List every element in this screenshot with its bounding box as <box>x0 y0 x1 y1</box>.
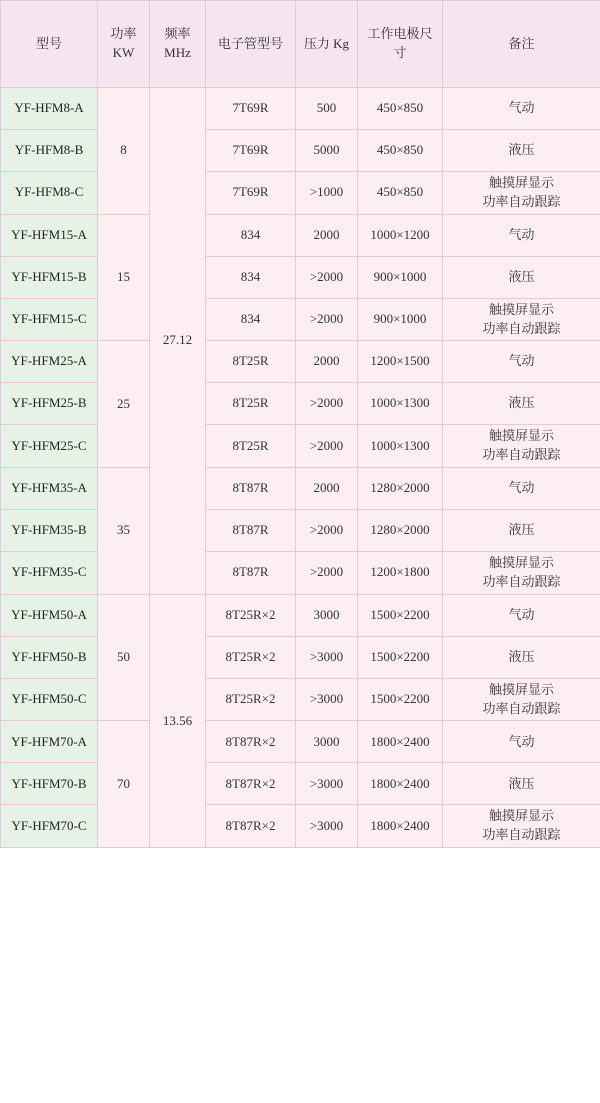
column-header-line: 压力 Kg <box>303 35 350 51</box>
cell-model: YF-HFM70-B <box>1 763 98 805</box>
cell-remark: 液压 <box>443 130 600 172</box>
cell-pressure: 500 <box>296 88 358 130</box>
cell-model: YF-HFM50-B <box>1 636 98 678</box>
cell-pressure: >2000 <box>296 510 358 552</box>
cell-electrode-size: 1500×2200 <box>358 636 443 678</box>
cell-remark: 液压 <box>443 256 600 298</box>
table-row <box>1 256 600 298</box>
cell-pressure: >2000 <box>296 383 358 425</box>
table-row <box>1 721 600 763</box>
cell-model: YF-HFM8-C <box>1 172 98 215</box>
table-row <box>1 805 600 848</box>
cell-remark <box>443 172 600 215</box>
cell-tube-type: 7T69R <box>206 88 296 130</box>
table-row <box>1 552 600 595</box>
cell-electrode-size: 450×850 <box>358 172 443 215</box>
column-header-line: 频率 <box>164 26 191 42</box>
cell-pressure: 2000 <box>296 214 358 256</box>
cell-electrode-size: 450×850 <box>358 88 443 130</box>
cell-remark: 气动 <box>443 468 600 510</box>
cell-model: YF-HFM50-C <box>1 678 98 721</box>
remark-line: 触摸屏显示 <box>488 175 554 190</box>
table-row <box>1 468 600 510</box>
column-header-line: 工作电极尺 <box>367 26 433 42</box>
header-row <box>1 1 600 88</box>
cell-electrode-size: 1800×2400 <box>358 721 443 763</box>
remark-line: 触摸屏显示 <box>488 428 554 444</box>
cell-remark: 气动 <box>443 341 600 383</box>
cell-tube-type: 8T87R×2 <box>206 721 296 763</box>
remark-line: 功率自动跟踪 <box>482 193 561 209</box>
cell-pressure: >3000 <box>296 763 358 805</box>
cell-remark: 液压 <box>443 383 600 425</box>
table-row <box>1 341 600 383</box>
remark-line: 触摸屏显示 <box>488 681 554 697</box>
cell-tube-type: 7T69R <box>206 130 296 172</box>
remark-lines <box>444 427 599 465</box>
table-body <box>1 88 600 848</box>
table-row <box>1 298 600 341</box>
table-row <box>1 425 600 468</box>
table-row <box>1 383 600 425</box>
table-row <box>1 510 600 552</box>
cell-remark: 液压 <box>443 510 600 552</box>
cell-pressure: >3000 <box>296 805 358 848</box>
cell-power: 25 <box>98 341 150 468</box>
cell-tube-type: 8T25R×2 <box>206 678 296 721</box>
cell-tube-type: 8T87R×2 <box>206 763 296 805</box>
remark-line: 功率自动跟踪 <box>482 447 561 463</box>
cell-electrode-size: 1280×2000 <box>358 510 443 552</box>
cell-electrode-size: 900×1000 <box>358 298 443 341</box>
cell-power: 15 <box>98 214 150 341</box>
cell-frequency: 13.56 <box>150 594 206 847</box>
column-header-line: MHz <box>164 45 191 60</box>
column-header-remark <box>443 1 600 88</box>
cell-electrode-size: 1500×2200 <box>358 678 443 721</box>
remark-line: 功率自动跟踪 <box>482 700 561 716</box>
cell-tube-type: 8T87R <box>206 510 296 552</box>
cell-model: YF-HFM8-A <box>1 88 98 130</box>
table-row <box>1 88 600 130</box>
cell-pressure: 3000 <box>296 594 358 636</box>
cell-electrode-size: 1800×2400 <box>358 763 443 805</box>
cell-model: YF-HFM25-C <box>1 425 98 468</box>
cell-model: YF-HFM35-B <box>1 510 98 552</box>
table-row <box>1 172 600 215</box>
cell-pressure: >3000 <box>296 636 358 678</box>
remark-lines <box>444 301 599 339</box>
cell-remark: 气动 <box>443 721 600 763</box>
cell-tube-type: 8T87R <box>206 468 296 510</box>
cell-tube-type: 7T69R <box>206 172 296 215</box>
table-row <box>1 636 600 678</box>
remark-line: 触摸屏显示 <box>488 808 554 824</box>
column-header-pressure <box>296 1 358 88</box>
cell-electrode-size: 1200×1800 <box>358 552 443 595</box>
table-row <box>1 130 600 172</box>
remark-lines <box>444 807 599 845</box>
cell-remark: 液压 <box>443 763 600 805</box>
table-row <box>1 763 600 805</box>
remark-lines <box>444 554 599 592</box>
cell-pressure: >3000 <box>296 678 358 721</box>
cell-remark <box>443 805 600 848</box>
remark-lines <box>444 681 599 719</box>
cell-pressure: >1000 <box>296 172 358 215</box>
cell-frequency: 27.12 <box>150 88 206 595</box>
cell-model: YF-HFM70-C <box>1 805 98 848</box>
remark-lines <box>444 174 599 212</box>
cell-power: 35 <box>98 468 150 595</box>
cell-tube-type: 834 <box>206 256 296 298</box>
cell-model: YF-HFM8-B <box>1 130 98 172</box>
cell-electrode-size: 1280×2000 <box>358 468 443 510</box>
cell-electrode-size: 1200×1500 <box>358 341 443 383</box>
cell-pressure: 2000 <box>296 341 358 383</box>
cell-remark: 气动 <box>443 88 600 130</box>
cell-tube-type: 834 <box>206 214 296 256</box>
remark-line: 功率自动跟踪 <box>482 320 561 336</box>
column-header-power <box>98 1 150 88</box>
table-row <box>1 678 600 721</box>
column-header-line: 寸 <box>393 45 407 60</box>
cell-model: YF-HFM25-B <box>1 383 98 425</box>
cell-electrode-size: 1000×1300 <box>358 383 443 425</box>
cell-remark <box>443 298 600 341</box>
cell-electrode-size: 900×1000 <box>358 256 443 298</box>
cell-tube-type: 8T25R <box>206 425 296 468</box>
cell-remark: 气动 <box>443 214 600 256</box>
table-head <box>1 1 600 88</box>
column-header-model <box>1 1 98 88</box>
column-header-line: 备注 <box>508 35 535 51</box>
cell-pressure: >2000 <box>296 298 358 341</box>
remark-line: 功率自动跟踪 <box>482 827 561 843</box>
cell-remark: 气动 <box>443 594 600 636</box>
remark-line: 触摸屏显示 <box>488 555 554 571</box>
remark-line: 触摸屏显示 <box>488 301 554 317</box>
cell-model: YF-HFM35-A <box>1 468 98 510</box>
cell-model: YF-HFM50-A <box>1 594 98 636</box>
cell-pressure: >2000 <box>296 256 358 298</box>
column-header-line: 型号 <box>35 35 62 51</box>
cell-electrode-size: 1500×2200 <box>358 594 443 636</box>
cell-remark <box>443 678 600 721</box>
cell-pressure: 3000 <box>296 721 358 763</box>
cell-pressure: >2000 <box>296 425 358 468</box>
cell-model: YF-HFM25-A <box>1 341 98 383</box>
column-header-line: 电子管型号 <box>217 35 283 51</box>
cell-model: YF-HFM15-B <box>1 256 98 298</box>
cell-remark <box>443 552 600 595</box>
column-header-line: KW <box>112 45 135 60</box>
cell-electrode-size: 450×850 <box>358 130 443 172</box>
cell-electrode-size: 1800×2400 <box>358 805 443 848</box>
cell-power: 70 <box>98 721 150 848</box>
cell-tube-type: 834 <box>206 298 296 341</box>
cell-pressure: 2000 <box>296 468 358 510</box>
cell-electrode-size: 1000×1200 <box>358 214 443 256</box>
cell-tube-type: 8T25R <box>206 383 296 425</box>
cell-power: 8 <box>98 88 150 215</box>
cell-remark: 液压 <box>443 636 600 678</box>
cell-pressure: 5000 <box>296 130 358 172</box>
cell-tube-type: 8T25R×2 <box>206 594 296 636</box>
cell-remark <box>443 425 600 468</box>
cell-model: YF-HFM35-C <box>1 552 98 595</box>
table-row <box>1 594 600 636</box>
cell-pressure: >2000 <box>296 552 358 595</box>
column-header-line: 功率 <box>110 26 137 42</box>
cell-tube-type: 8T87R×2 <box>206 805 296 848</box>
cell-model: YF-HFM70-A <box>1 721 98 763</box>
column-header-electrode-size <box>358 1 443 88</box>
column-header-frequency <box>150 1 206 88</box>
column-header-tube-type <box>206 1 296 88</box>
cell-tube-type: 8T87R <box>206 552 296 595</box>
remark-line: 功率自动跟踪 <box>482 573 561 589</box>
cell-power: 50 <box>98 594 150 721</box>
cell-model: YF-HFM15-C <box>1 298 98 341</box>
cell-electrode-size: 1000×1300 <box>358 425 443 468</box>
cell-model: YF-HFM15-A <box>1 214 98 256</box>
table-row <box>1 214 600 256</box>
cell-tube-type: 8T25R <box>206 341 296 383</box>
cell-tube-type: 8T25R×2 <box>206 636 296 678</box>
